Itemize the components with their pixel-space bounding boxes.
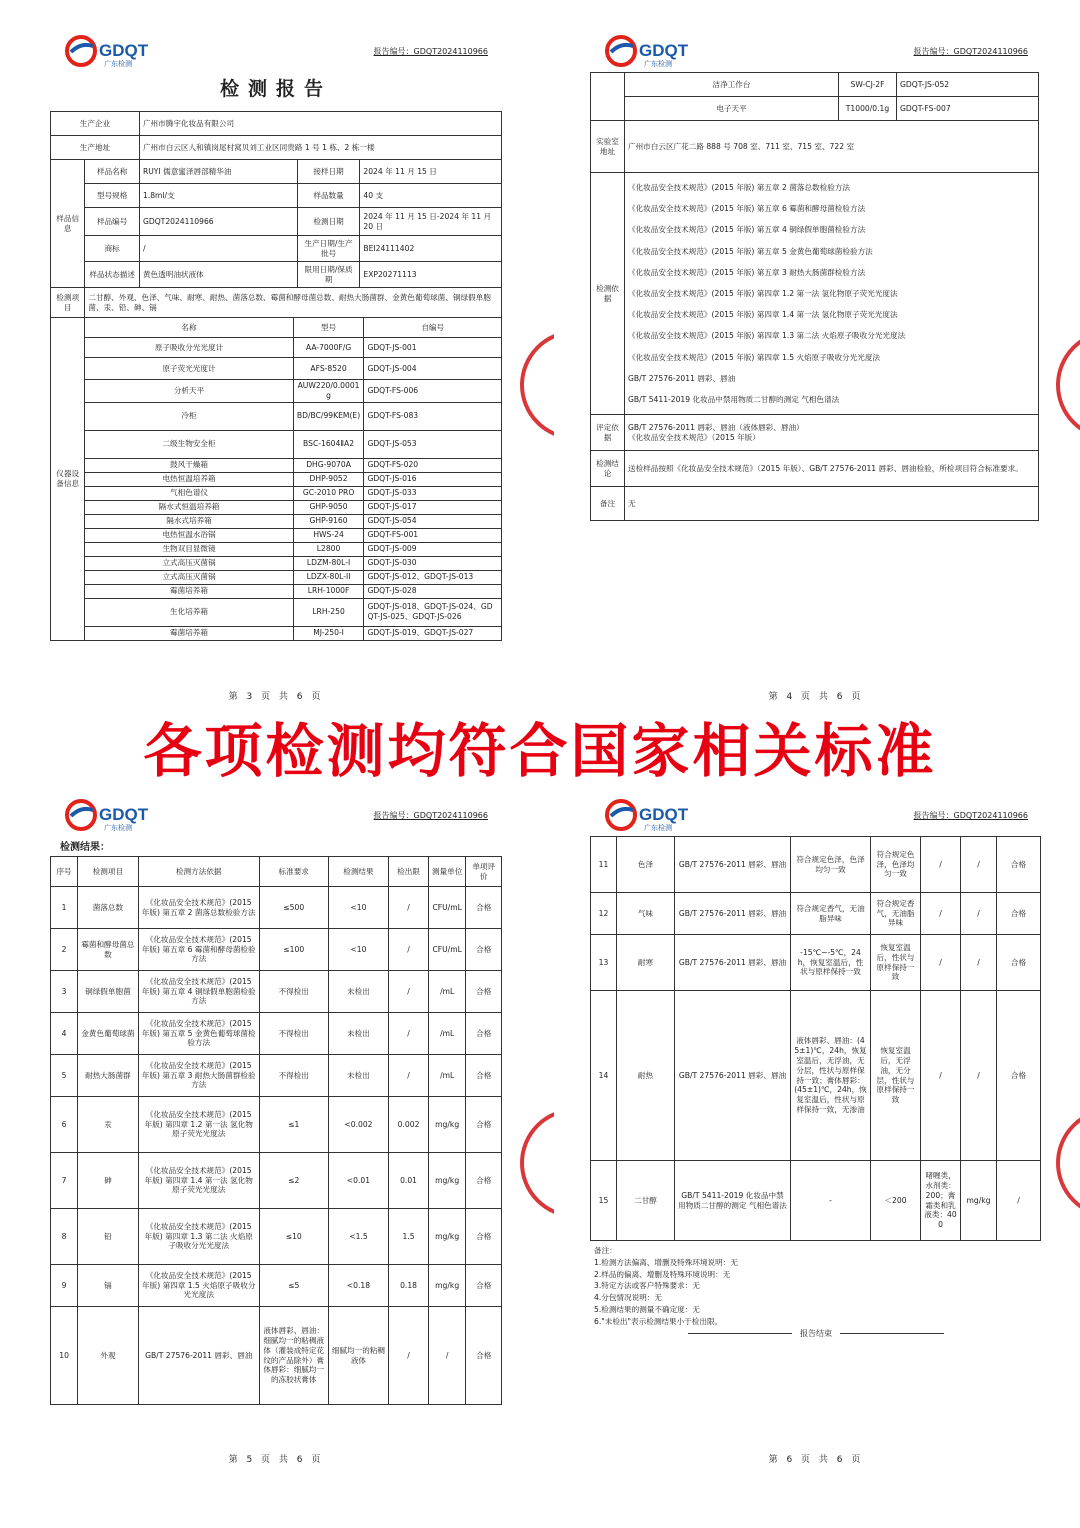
table-cell: -15℃~-5℃，24h，恢复室温后，性状与原样保持一致 <box>791 935 871 991</box>
report-header <box>590 796 1042 836</box>
table-row <box>51 500 502 514</box>
table-row <box>51 1265 502 1307</box>
table-cell: CFU/mL <box>428 929 466 971</box>
table-cell: 恢复室温后，无浮油，无分层，性状与原样保持一致 <box>871 991 921 1161</box>
table-cell: GDQT-JS-012、GDQT-JS-013 <box>364 570 502 584</box>
table-cell: GB/T 27576-2011 唇彩、唇油 <box>675 991 791 1161</box>
table-cell: 《化妆品安全技术规范》(2015 年版) 第五章 3 耐热大肠菌群检验方法 <box>138 1055 259 1097</box>
table-header: 标准要求 <box>259 857 328 887</box>
table-cell: 外观 <box>78 1307 139 1405</box>
table-cell: GDQT-JS-019、GDQT-JS-027 <box>364 626 502 640</box>
page-number: 第 4 页 共 6 页 <box>768 692 864 702</box>
table-cell: 《化妆品安全技术规范》(2015 年版) 第五章 2 菌落总数检验方法 <box>138 887 259 929</box>
gdqt-logo <box>64 798 174 832</box>
table-row <box>51 358 502 380</box>
report-number: 报告编号：GDQT2024110966 <box>913 811 1028 820</box>
note-line: 3.特定方法或客户特殊要求：无 <box>594 1281 700 1291</box>
table-cell: 0.18 <box>389 1265 429 1307</box>
table-cell: 5 <box>51 1055 78 1097</box>
results-table <box>50 856 502 1405</box>
svg-text:广东检测: 广东检测 <box>104 60 132 68</box>
table-cell: <0.002 <box>328 1097 389 1153</box>
table-cell: 耐热 <box>617 991 675 1161</box>
table-row <box>591 935 1041 991</box>
table-row <box>51 318 502 338</box>
table-cell: ≤500 <box>259 887 328 929</box>
table-cell: 2 <box>51 929 78 971</box>
svg-text:广东检测: 广东检测 <box>104 824 132 832</box>
table-cell: mg/kg <box>428 1209 466 1265</box>
table-cell: <10 <box>328 929 389 971</box>
table-cell: DHP-9052 <box>293 472 364 486</box>
table-cell: GB/T 27576-2011 唇彩、唇油 <box>675 837 791 893</box>
report-number: 报告编号：GDQT2024110966 <box>373 811 488 820</box>
basis-item: 《化妆品安全技术规范》(2015 年版) 第五章 2 菌落总数检验方法 <box>628 183 850 192</box>
svg-text:广东检测: 广东检测 <box>644 824 672 832</box>
table-row <box>591 893 1041 935</box>
table-cell: / <box>961 893 997 935</box>
table-cell: L2800 <box>293 542 364 556</box>
table-cell: 啫喱类，水剂类：200；膏霜类和乳液类：400 <box>921 1161 961 1241</box>
table-cell: 细腻均一的粘稠液体 <box>328 1307 389 1405</box>
table-cell: / <box>961 935 997 991</box>
table-row <box>591 837 1041 893</box>
gdqt-logo <box>64 34 174 68</box>
svg-text:GDQT: GDQT <box>99 805 149 824</box>
table-cell: 名称 <box>85 318 293 338</box>
table-cell: 合格 <box>466 1307 502 1405</box>
table-cell: / <box>389 1013 429 1055</box>
table-cell: 立式高压灭菌锅 <box>85 570 293 584</box>
report-page-4 <box>590 32 1042 702</box>
table-row <box>51 887 502 929</box>
table-cell: GB/T 27576-2011 唇彩、唇油 <box>675 935 791 991</box>
table-cell: / <box>389 971 429 1013</box>
table-cell: 0.002 <box>389 1097 429 1153</box>
table-cell: GDQT-FS-006 <box>364 380 502 403</box>
note-line: 1.检测方法偏离、增删及特殊环境说明：无 <box>594 1257 738 1267</box>
table-cell: 原子荧光光度计 <box>85 358 293 380</box>
table-cell: 液体唇彩、唇油：细腻均一的粘稠液体（灌装成特定花纹的产品除外）膏体唇彩：细腻均一的冻胶状膏体 <box>259 1307 328 1405</box>
table-cell: <0.01 <box>328 1153 389 1209</box>
report-header <box>50 796 502 836</box>
red-seal-stamp <box>516 1108 554 1218</box>
table-cell: GDQT-JS-018、GDQT-JS-024、GDQT-JS-025、GDQT-JS-026 <box>364 598 502 626</box>
table-cell: 11 <box>591 837 617 893</box>
table-cell: ≤100 <box>259 929 328 971</box>
table-cell: GB/T 5411-2019 化妆品中禁用物质二甘醇的测定 气相色谱法 <box>675 1161 791 1241</box>
table-cell: GDQT-FS-020 <box>364 458 502 472</box>
report-notes <box>590 1241 1042 1327</box>
table-cell: 3 <box>51 971 78 1013</box>
table-cell: 液体唇彩、唇油：(45±1)℃，24h，恢复室温后，无浮油，无分层，性状与原样保持一致；膏体唇彩：(45±1)℃，24h，恢复室温后，性状与原样保持一致，无渗油 <box>791 991 871 1161</box>
table-cell: MJ-250-I <box>293 626 364 640</box>
table-cell: 13 <box>591 935 617 991</box>
table-cell: 未检出 <box>328 1055 389 1097</box>
table-cell: 合格 <box>466 1265 502 1307</box>
table-cell: / <box>961 837 997 893</box>
basis-item: GB/T 27576-2011 唇彩、唇油 <box>628 373 736 383</box>
table-cell: / <box>921 893 961 935</box>
table-cell: 汞 <box>78 1097 139 1153</box>
table-cell: GB/T 27576-2011 唇彩、唇油 <box>138 1307 259 1405</box>
table-row <box>51 584 502 598</box>
table-cell: GDQT-JS-028 <box>364 584 502 598</box>
table-cell: 金黄色葡萄球菌 <box>78 1013 139 1055</box>
table-cell: 霉菌培养箱 <box>85 626 293 640</box>
table-cell: / <box>389 929 429 971</box>
table-cell: 不得检出 <box>259 1055 328 1097</box>
table-row <box>51 626 502 640</box>
table-cell: GHP-9050 <box>293 500 364 514</box>
table-row <box>51 1307 502 1405</box>
table-cell: 9 <box>51 1265 78 1307</box>
table-cell: 《化妆品安全技术规范》(2015 年版) 第四章 1.3 第二法 火焰原子吸收分光光度法 <box>138 1209 259 1265</box>
table-cell: ＜200 <box>871 1161 921 1241</box>
table-cell: 8 <box>51 1209 78 1265</box>
table-cell: LDZM-80L-I <box>293 556 364 570</box>
table-row <box>591 991 1041 1161</box>
table-cell: mg/kg <box>428 1097 466 1153</box>
table-cell: 符合规定色泽，色泽均匀一致 <box>791 837 871 893</box>
table-row <box>51 1153 502 1209</box>
table-cell: ≤5 <box>259 1265 328 1307</box>
note-line: 备注： <box>594 1246 617 1255</box>
report-page-3 <box>50 32 502 702</box>
table-cell: 气相色谱仪 <box>85 486 293 500</box>
basis-item: 《化妆品安全技术规范》(2015 年版) 第五章 5 金黄色葡萄球菌检验方法 <box>628 246 873 256</box>
table-cell: GDQT-JS-030 <box>364 556 502 570</box>
table-cell: 符合规定香气，无油脂异味 <box>791 893 871 935</box>
table-cell: 《化妆品安全技术规范》(2015 年版) 第四章 1.5 火焰原子吸收分光光度法 <box>138 1265 259 1307</box>
table-cell: 仪器设备信息 <box>51 318 85 641</box>
table-cell: 6 <box>51 1097 78 1153</box>
table-cell: 菌落总数 <box>78 887 139 929</box>
red-seal-stamp <box>1052 1108 1080 1218</box>
report-end: 报告结束 <box>590 1333 1042 1339</box>
note-line: 5.检测结果的测量不确定度：无 <box>594 1304 700 1314</box>
table-cell: 1.5 <box>389 1209 429 1265</box>
report-title: 检测报告 <box>219 78 332 100</box>
table-cell: GHP-9160 <box>293 514 364 528</box>
basis-item: 《化妆品安全技术规范》(2015 年版) 第五章 6 霉菌和酵母菌检验方法 <box>628 204 866 214</box>
table-cell: 自编号 <box>364 318 502 338</box>
table-cell: 铜绿假单胞菌 <box>78 971 139 1013</box>
basis-item: 《化妆品安全技术规范》(2015 年版) 第五章 4 铜绿假单胞菌检验方法 <box>628 225 866 235</box>
table-cell: 10 <box>51 1307 78 1405</box>
table-cell: AFS-8520 <box>293 358 364 380</box>
table-cell: 合格 <box>466 929 502 971</box>
table-cell: AA-7000F/G <box>293 338 364 358</box>
table-row <box>51 1055 502 1097</box>
sample-info-table: 生产企业 广州市腾宇化妆品有限公司 生产地址 广州市白云区人和镇岗尾村窝贝刘工业区同贵路 1 号 1 栋、2 栋一楼 样品信息 样品名称 RUYI 儒意蜜泽唇部精华油 接样日期 2024 年 11 月 15 日 型号规格 1.8ml/支 样品数量 40 支 样品编号 GDQT2024110966 检测日期 2024 年 11 月 15 日-2024 年 11 月 20 日 商标 / 生产日期/生产批号 BEI24111402 样品状态描述 黄色透明油状液体 限用日期/保质期 EXP20271113 检测项目 二甘醇、外观、色泽、气味、耐寒、耐热、菌落总数、霉菌和酵母菌总数、耐热大肠菌群、金黄色葡萄球菌、铜绿假单胞菌、汞、铅、砷、镉 <box>50 111 502 318</box>
table-row <box>51 570 502 584</box>
results-table-continued <box>590 836 1041 1241</box>
table-cell: 分析天平 <box>85 380 293 403</box>
table-cell: /mL <box>428 1055 466 1097</box>
basis-item: 《化妆品安全技术规范》(2015 年版) 第四章 1.4 第一法 氢化物原子荧光光度法 <box>628 310 898 320</box>
table-cell: 符合规定香气，无油脂异味 <box>871 893 921 935</box>
table-cell: 未检出 <box>328 971 389 1013</box>
table-row <box>51 430 502 458</box>
table-row <box>51 458 502 472</box>
table-cell: 《化妆品安全技术规范》(2015 年版) 第四章 1.2 第一法 氢化物原子荧光光度法 <box>138 1097 259 1153</box>
table-cell: 隔水式培养箱 <box>85 514 293 528</box>
table-cell: 合格 <box>997 935 1041 991</box>
table-cell: 砷 <box>78 1153 139 1209</box>
table-cell: / <box>997 1161 1041 1241</box>
table-row <box>51 598 502 626</box>
table-cell: 合格 <box>997 893 1041 935</box>
table-row <box>51 1209 502 1265</box>
table-cell: CFU/mL <box>428 887 466 929</box>
table-cell: <10 <box>328 887 389 929</box>
basis-item: 《化妆品安全技术规范》(2015 年版) 第五章 3 耐热大肠菌群检验方法 <box>628 267 866 277</box>
table-row <box>51 1013 502 1055</box>
table-cell: 色泽 <box>617 837 675 893</box>
table-cell: 符合规定色泽，色泽均匀一致 <box>871 837 921 893</box>
note-line: 2.样品的偏离、增删及特殊环境说明：无 <box>594 1269 731 1279</box>
table-cell: ≤2 <box>259 1153 328 1209</box>
table-cell: 14 <box>591 991 617 1161</box>
table-cell: GDQT-JS-033 <box>364 486 502 500</box>
table-cell: 4 <box>51 1013 78 1055</box>
table-cell: GDQT-JS-016 <box>364 472 502 486</box>
table-cell: / <box>921 935 961 991</box>
table-cell: LRH-1000F <box>293 584 364 598</box>
table-cell: / <box>389 1307 429 1405</box>
table-header: 检测结果 <box>328 857 389 887</box>
svg-text:GDQT: GDQT <box>639 805 689 824</box>
table-cell: 合格 <box>466 1097 502 1153</box>
table-row <box>51 514 502 528</box>
table-cell: HWS-24 <box>293 528 364 542</box>
table-cell: GDQT-FS-001 <box>364 528 502 542</box>
table-cell: 合格 <box>466 1209 502 1265</box>
page-number: 第 6 页 共 6 页 <box>768 1455 864 1465</box>
table-cell: 7 <box>51 1153 78 1209</box>
table-cell: mg/kg <box>428 1153 466 1209</box>
equipment-table <box>50 317 502 641</box>
table-cell: 合格 <box>997 837 1041 893</box>
report-number: 报告编号：GDQT2024110966 <box>913 47 1028 56</box>
table-cell: ≤1 <box>259 1097 328 1153</box>
table-cell: 合格 <box>997 991 1041 1161</box>
table-cell: 生化培养箱 <box>85 598 293 626</box>
table-cell: GC-2010 PRO <box>293 486 364 500</box>
table-cell: 型号 <box>293 318 364 338</box>
gdqt-logo <box>604 34 714 68</box>
table-cell: 耐寒 <box>617 935 675 991</box>
table-cell: / <box>389 1055 429 1097</box>
note-line: 6."未检出"表示检测结果小于检出限。 <box>594 1316 723 1326</box>
red-seal-stamp <box>516 330 554 440</box>
table-cell: 立式高压灭菌锅 <box>85 556 293 570</box>
table-cell: 生物双目显微镜 <box>85 542 293 556</box>
table-cell: 冷柜 <box>85 402 293 430</box>
table-cell: 合格 <box>466 1153 502 1209</box>
table-row <box>51 380 502 403</box>
table-header: 检测方法依据 <box>138 857 259 887</box>
compliance-banner: 各项检测均符合国家相关标准 <box>143 717 937 785</box>
table-cell: GDQT-JS-001 <box>364 338 502 358</box>
table-cell: 气味 <box>617 893 675 935</box>
table-header: 测量单位 <box>428 857 466 887</box>
table-cell: DHG-9070A <box>293 458 364 472</box>
table-cell: 原子吸收分光光度计 <box>85 338 293 358</box>
table-cell: 铅 <box>78 1209 139 1265</box>
svg-text:GDQT: GDQT <box>99 41 149 60</box>
svg-text:广东检测: 广东检测 <box>644 60 672 68</box>
page-number: 第 5 页 共 6 页 <box>228 1455 324 1465</box>
basis-item: 《化妆品安全技术规范》(2015 年版) 第四章 1.5 火焰原子吸收分光光度法 <box>628 352 881 362</box>
table-cell: 鼓风干燥箱 <box>85 458 293 472</box>
red-seal-stamp <box>1052 330 1080 440</box>
note-line: 4.分包情况说明：无 <box>594 1293 662 1303</box>
table-cell: GDQT-JS-017 <box>364 500 502 514</box>
table-cell: 《化妆品安全技术规范》(2015 年版) 第五章 5 金黄色葡萄球菌检验方法 <box>138 1013 259 1055</box>
table-cell: 12 <box>591 893 617 935</box>
report-header <box>50 32 502 72</box>
table-cell: GDQT-JS-009 <box>364 542 502 556</box>
table-cell: AUW220/0.0001g <box>293 380 364 403</box>
table-row <box>51 1097 502 1153</box>
table-cell: GDQT-JS-054 <box>364 514 502 528</box>
table-cell: <1.5 <box>328 1209 389 1265</box>
table-cell: 恢复室温后，性状与原样保持一致 <box>871 935 921 991</box>
table-cell: 二甘醇 <box>617 1161 675 1241</box>
table-cell: /mL <box>428 1013 466 1055</box>
report-page-5 <box>50 796 502 1465</box>
table-cell: LRH-250 <box>293 598 364 626</box>
table-row <box>51 402 502 430</box>
table-cell: 不得检出 <box>259 1013 328 1055</box>
table-cell: 15 <box>591 1161 617 1241</box>
table-row <box>51 486 502 500</box>
table-cell: GB/T 27576-2011 唇彩、唇油 <box>675 893 791 935</box>
table-cell: ≤10 <box>259 1209 328 1265</box>
table-cell: BSC-1604ⅡA2 <box>293 430 364 458</box>
page-number: 第 3 页 共 6 页 <box>228 692 324 702</box>
table-cell: 未检出 <box>328 1013 389 1055</box>
table-row <box>51 528 502 542</box>
svg-text:GDQT: GDQT <box>639 41 689 60</box>
table-header: 检测项目 <box>78 857 139 887</box>
table-cell: 隔水式恒温培养箱 <box>85 500 293 514</box>
table-cell: 《化妆品安全技术规范》(2015 年版) 第五章 4 铜绿假单胞菌检验方法 <box>138 971 259 1013</box>
results-subtitle: 检测结果： <box>60 842 110 853</box>
table-row <box>51 929 502 971</box>
basis-item: 《化妆品安全技术规范》(2015 年版) 第四章 1.2 第一法 氢化物原子荧光光度法 <box>628 288 898 298</box>
basis-item: 《化妆品安全技术规范》(2015 年版) 第四章 1.3 第二法 火焰原子吸收分光光度法 <box>628 331 906 341</box>
table-row <box>591 1161 1041 1241</box>
table-header: 单项评价 <box>466 857 502 887</box>
gdqt-logo <box>604 798 714 832</box>
table-cell: - <box>791 1161 871 1241</box>
table-cell: 电热恒温培养箱 <box>85 472 293 486</box>
table-cell: mg/kg <box>961 1161 997 1241</box>
table-row <box>51 542 502 556</box>
table-cell: 霉菌培养箱 <box>85 584 293 598</box>
table-row <box>51 556 502 570</box>
table-cell: GDQT-FS-083 <box>364 402 502 430</box>
table-cell: GDQT-JS-004 <box>364 358 502 380</box>
table-cell: / <box>961 991 997 1161</box>
table-cell: 《化妆品安全技术规范》(2015 年版) 第五章 6 霉菌和酵母菌检验方法 <box>138 929 259 971</box>
table-cell: 合格 <box>466 1013 502 1055</box>
table-cell: 《化妆品安全技术规范》(2015 年版) 第四章 1.4 第一法 氢化物原子荧光光度法 <box>138 1153 259 1209</box>
lab-info-table: 洁净工作台 SW-CJ-2F GDQT-JS-052 电子天平 T1000/0.1g GDQT-FS-007 实验室地址 广州市白云区广花二路 888 号 708 室、711 室、715 室、722 室 检测依据 《化妆品安全技术规范》(2015 年版) 第五章 2 菌落总数检验方法 《化妆品安全技术规范》(2015 年版) 第五章 6 霉菌和酵母菌检验方法 《化妆品安全技术规范》(2015 年版) 第五章 4 铜绿假单胞菌检验方法 《化妆品安全技术规范》(2015 年版) 第五章 5 金黄色葡萄球菌检验方法 《化妆品安全技术规范》(2015 年版) 第五章 3 耐热大肠菌群检验方法 《化妆品安全技术规范》(2015 年版) 第四章 1.2 第一法 氢化物原子荧光光度法 《化妆品安全技术规范》(2015 年版) 第四章 1.4 第一法 氢化物原子荧光光度法 《化妆品安全技术规范》(2015 年版) 第四章 1.3 第二法 火焰原子吸收分光光度法 《化妆品安全技术规范》(2015 年版) 第四章 1.5 火焰原子吸收分光光度法 GB/T 27576-2011 唇彩、唇油 GB/T 5411-2019 化妆品中禁用物质二甘醇的测定 气相色谱法 评定依据 GB/T 27576-2011 唇彩、唇油（液体唇彩、唇油） 《化妆品安全技术规范》（2015 年版） 检测结论 送检样品按照《化妆品安全技术规范》（2015 年版）、GB/T 27576-2011 唇彩、唇油检验，所检项目符合标准要求。 备注 无 <box>590 72 1039 521</box>
table-cell: / <box>921 837 961 893</box>
table-cell: GDQT-JS-053 <box>364 430 502 458</box>
table-cell: 耐热大肠菌群 <box>78 1055 139 1097</box>
table-cell: mg/kg <box>428 1265 466 1307</box>
table-cell: LDZX-80L-II <box>293 570 364 584</box>
table-cell: / <box>921 991 961 1161</box>
table-header: 检出限 <box>389 857 429 887</box>
table-cell: 1 <box>51 887 78 929</box>
table-cell: 合格 <box>466 971 502 1013</box>
table-cell: /mL <box>428 971 466 1013</box>
table-cell: BD/BC/99KEM(E) <box>293 402 364 430</box>
table-cell: 二级生物安全柜 <box>85 430 293 458</box>
table-cell: 电热恒温水浴锅 <box>85 528 293 542</box>
report-number: 报告编号：GDQT2024110966 <box>373 47 488 56</box>
table-row <box>51 472 502 486</box>
table-cell: 霉菌和酵母菌总数 <box>78 929 139 971</box>
report-page-6 <box>590 796 1042 1465</box>
table-cell: 0.01 <box>389 1153 429 1209</box>
table-cell: 不得检出 <box>259 971 328 1013</box>
table-cell: 合格 <box>466 887 502 929</box>
table-cell: 合格 <box>466 1055 502 1097</box>
table-row <box>51 971 502 1013</box>
table-row <box>51 338 502 358</box>
table-header: 序号 <box>51 857 78 887</box>
report-header <box>590 32 1042 72</box>
basis-item: GB/T 5411-2019 化妆品中禁用物质二甘醇的测定 气相色谱法 <box>628 394 840 404</box>
table-cell: <0.18 <box>328 1265 389 1307</box>
table-cell: 镉 <box>78 1265 139 1307</box>
table-cell: / <box>428 1307 466 1405</box>
table-cell: / <box>389 887 429 929</box>
